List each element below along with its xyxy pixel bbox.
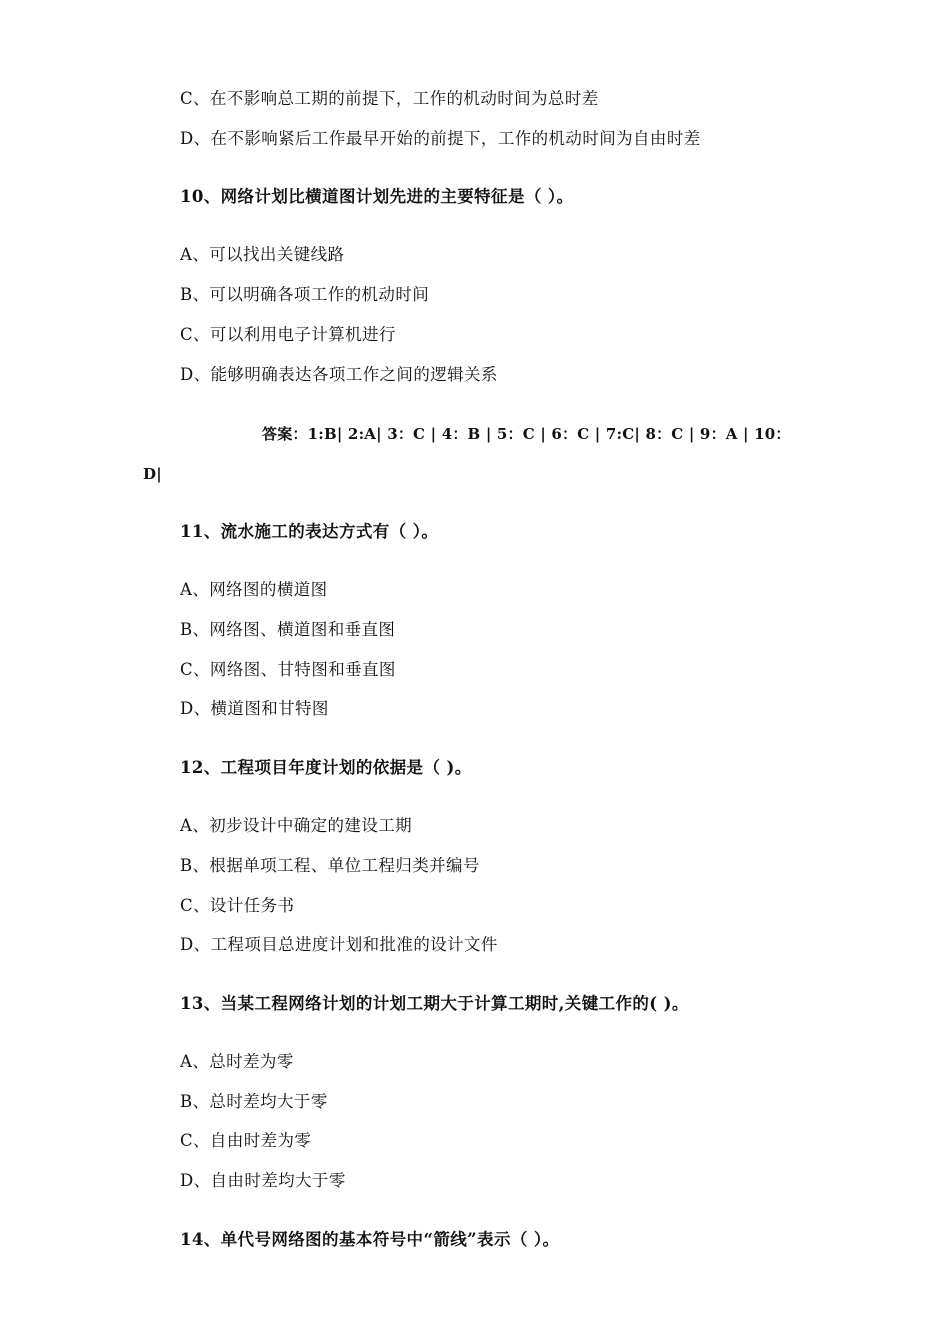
question-10-option-c: C、可以利用电子计算机进行 [180, 325, 396, 344]
question-11-option-b: B、网络图、横道图和垂直图 [180, 620, 396, 639]
question-13-option-b: B、总时差均大于零 [180, 1092, 328, 1111]
question-11-option-d: D、横道图和甘特图 [180, 699, 329, 718]
question-11-title: 11、流水施工的表达方式有（ ）。 [180, 522, 439, 541]
question-11-option-a: A、网络图的横道图 [180, 580, 328, 599]
question-12-option-a: A、初步设计中确定的建设工期 [180, 816, 413, 835]
question-10-option-d: D、能够明确表达各项工作之间的逻辑关系 [180, 365, 498, 384]
question-12-title: 12、工程项目年度计划的依据是（ )。 [180, 758, 472, 777]
prev-option-c: C、在不影响总工期的前提下，工作的机动时间为总时差 [180, 89, 599, 108]
question-10-option-b: B、可以明确各项工作的机动时间 [180, 285, 430, 304]
question-10-option-a: A、可以找出关键线路 [180, 245, 345, 264]
question-10-title: 10、网络计划比横道图计划先进的主要特征是（ ）。 [180, 187, 574, 206]
question-12-option-d: D、工程项目总进度计划和批准的设计文件 [180, 935, 498, 954]
question-11-option-c: C、网络图、甘特图和垂直图 [180, 660, 396, 679]
question-13-option-a: A、总时差为零 [180, 1052, 294, 1071]
answer-line-2: D| [143, 465, 162, 483]
question-12-option-c: C、设计任务书 [180, 896, 295, 915]
question-13-option-d: D、自由时差均大于零 [180, 1171, 346, 1190]
question-14-title: 14、单代号网络图的基本符号中“箭线”表示（ ）。 [180, 1230, 560, 1249]
question-12-option-b: B、根据单项工程、单位工程归类并编号 [180, 856, 480, 875]
answer-line-1: 答案：1:B| 2:A| 3：C | 4：B | 5：C | 6：C | 7:C| 8：C | 9：A | 10： [262, 425, 791, 443]
question-13-option-c: C、自由时差为零 [180, 1131, 312, 1150]
prev-option-d: D、在不影响紧后工作最早开始的前提下，工作的机动时间为自由时差 [180, 129, 701, 148]
question-13-title: 13、当某工程网络计划的计划工期大于计算工期时,关键工作的( )。 [180, 994, 689, 1013]
